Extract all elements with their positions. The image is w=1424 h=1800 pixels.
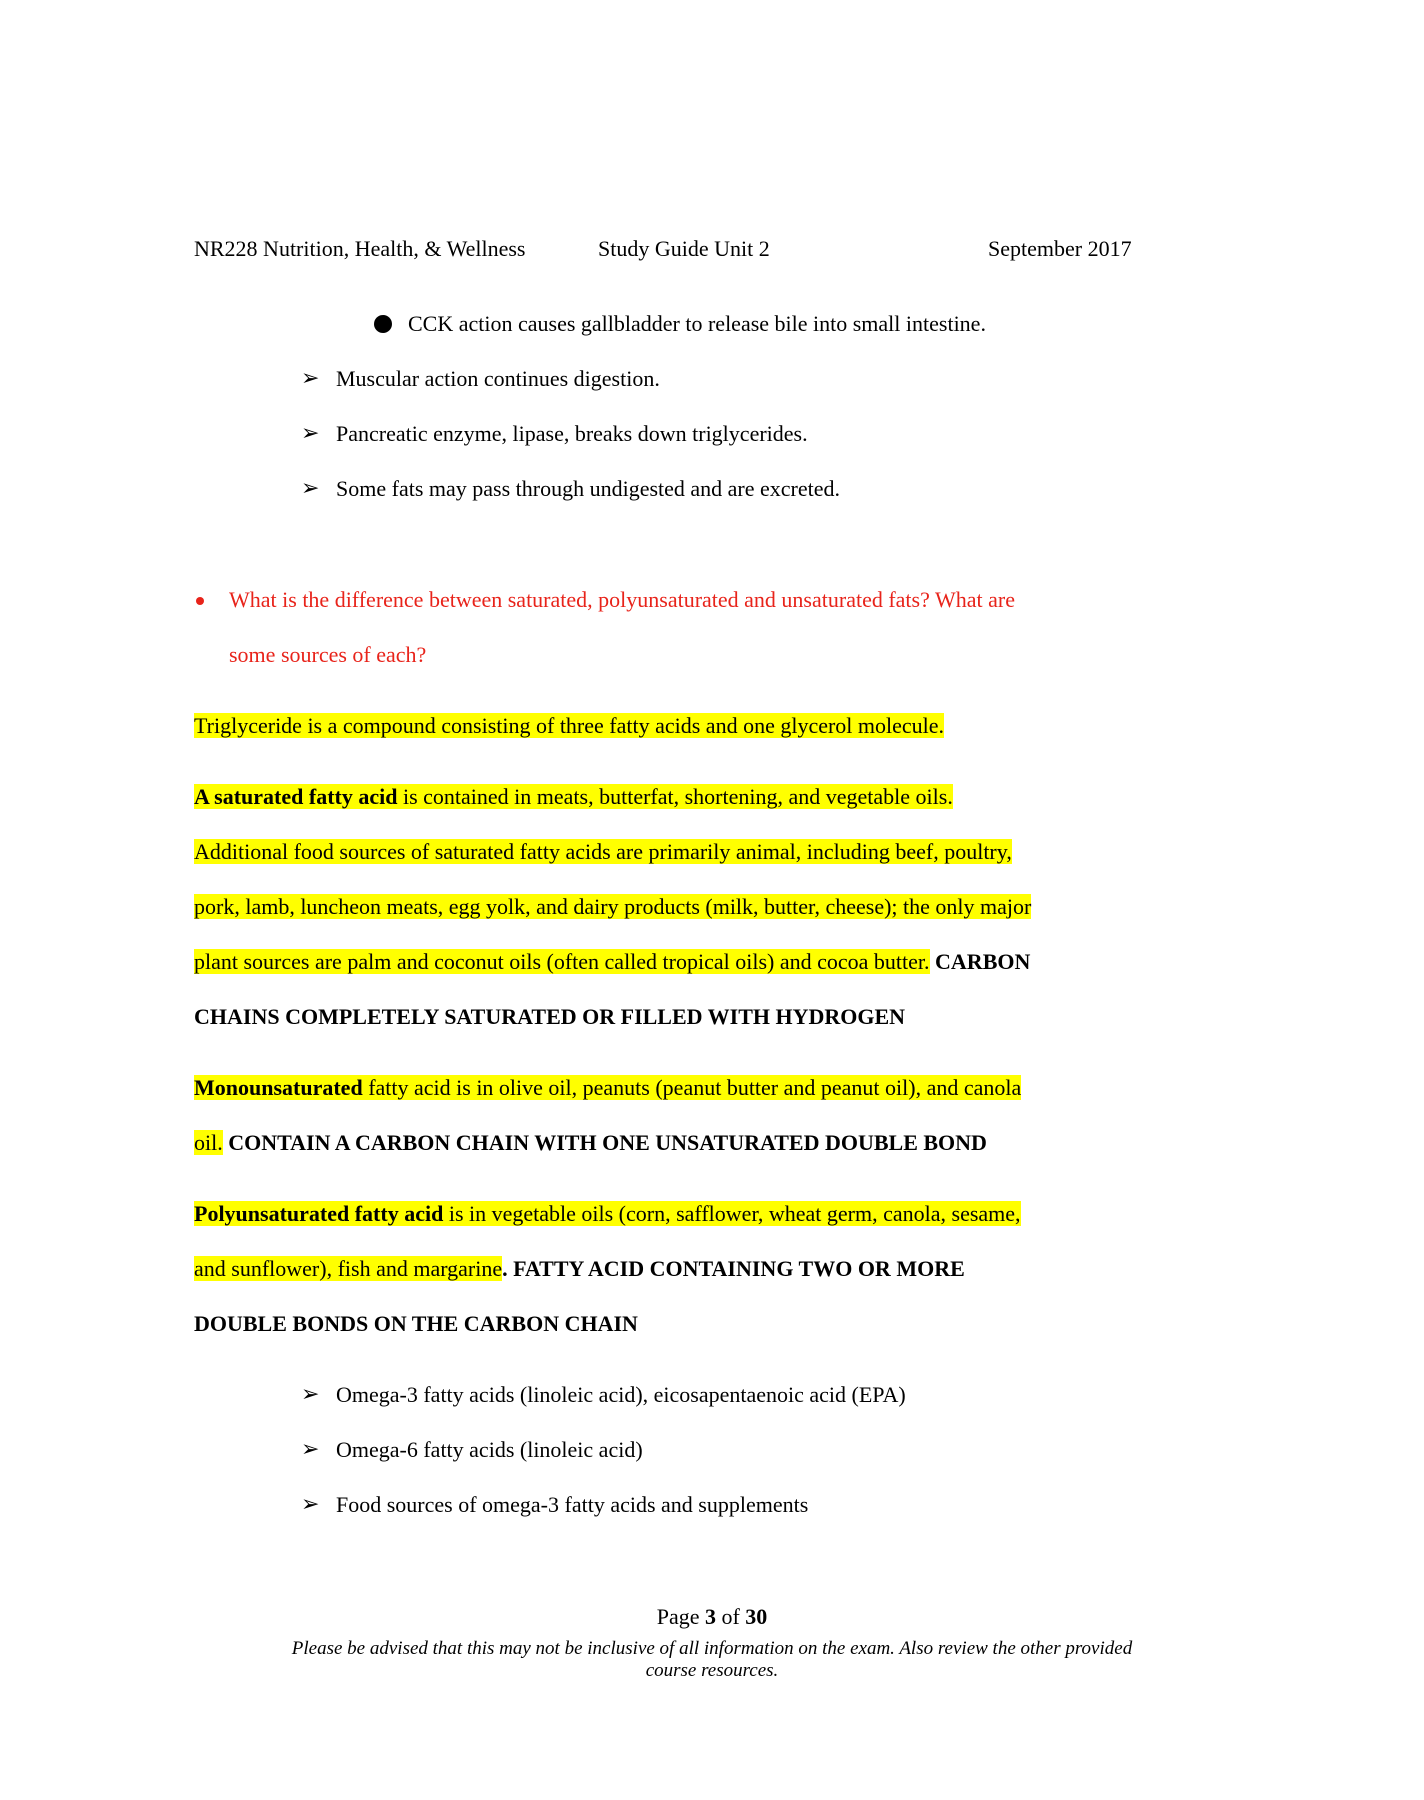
arrow-list-item: Some fats may pass through undigested and are excreted.	[336, 476, 841, 501]
circle-list-item: CCK action causes gallbladder to release bile into small intestine.	[408, 311, 986, 336]
saturated-term: A saturated fatty acid	[194, 784, 398, 809]
disclaimer-line-1: Please be advised that this may not be inclusive of all information on the exam. Also review the other provided	[291, 1638, 1133, 1659]
poly-text: and sunflower), fish and margarine	[194, 1256, 503, 1281]
arrow-bullet-icon: ➢	[301, 1492, 320, 1517]
mono-line-2	[194, 1128, 987, 1158]
mono-text: fatty acid is in olive oil, peanuts (peanut butter and peanut oil), and canola	[362, 1075, 1022, 1100]
disclaimer-line-2: course resources.	[645, 1660, 779, 1681]
question-bullet-icon	[196, 597, 204, 605]
page-number-current: 3	[704, 1604, 716, 1629]
arrow-bullet-icon: ➢	[301, 421, 320, 446]
header-unit: Study Guide Unit 2	[598, 236, 770, 261]
poly-definition: DOUBLE BONDS ON THE CARBON CHAIN	[194, 1311, 638, 1336]
arrow-bullet-icon: ➢	[301, 366, 320, 391]
poly-definition: . FATTY ACID CONTAINING TWO OR MORE	[502, 1256, 965, 1281]
arrow-bullet-icon: ➢	[301, 1382, 320, 1407]
arrow-list-item: Pancreatic enzyme, lipase, breaks down triglycerides.	[336, 421, 808, 446]
arrow-bullet-icon: ➢	[301, 1437, 320, 1462]
page-number-of: of	[715, 1604, 746, 1629]
mono-line-1	[194, 1073, 1021, 1103]
disclaimer-note	[0, 1638, 1424, 1682]
saturated-line-3	[194, 892, 1031, 922]
mono-text: oil.	[194, 1130, 223, 1155]
arrow-list-item: Muscular action continues digestion.	[336, 366, 660, 391]
omega-list-item: Food sources of omega-3 fatty acids and supplements	[336, 1492, 809, 1517]
arrow-bullet-icon: ➢	[301, 476, 320, 501]
mono-term: Monounsaturated	[194, 1075, 363, 1100]
saturated-highlight	[194, 784, 953, 809]
poly-term: Polyunsaturated fatty acid	[194, 1201, 444, 1226]
saturated-definition: CHAINS COMPLETELY SATURATED OR FILLED WITH HYDROGEN	[194, 1004, 906, 1029]
omega-list-item: Omega-3 fatty acids (linoleic acid), eicosapentaenoic acid (EPA)	[336, 1382, 906, 1407]
saturated-line-2	[194, 837, 1012, 867]
page-number-label: Page	[656, 1604, 705, 1629]
saturated-text: plant sources are palm and coconut oils (often called tropical oils) and cocoa butter.	[194, 949, 930, 974]
mono-definition: CONTAIN A CARBON CHAIN WITH ONE UNSATURATED DOUBLE BOND	[222, 1130, 987, 1155]
triglyceride-paragraph	[194, 711, 944, 741]
question-line-1: What is the difference between saturated, polyunsaturated and unsaturated fats? What are	[229, 587, 1015, 612]
saturated-line-5	[194, 1002, 905, 1032]
saturated-line-1	[194, 782, 953, 812]
question-line-2: some sources of each?	[229, 642, 427, 667]
bullet-circle-icon	[374, 315, 392, 333]
saturated-text: is contained in meats, butterfat, shortening, and vegetable oils.	[397, 784, 953, 809]
page-number	[0, 1604, 1424, 1630]
saturated-definition: CARBON	[929, 949, 1031, 974]
header-date: September 2017	[988, 236, 1132, 261]
omega-list-item: Omega-6 fatty acids (linoleic acid)	[336, 1437, 643, 1462]
saturated-text: pork, lamb, luncheon meats, egg yolk, and dairy products (milk, butter, cheese); the only major	[194, 894, 1032, 919]
triglyceride-text: Triglyceride is a compound consisting of three fatty acids and one glycerol molecule.	[194, 713, 945, 738]
poly-text: is in vegetable oils (corn, safflower, wheat germ, canola, sesame,	[443, 1201, 1021, 1226]
header-course: NR228 Nutrition, Health, & Wellness	[194, 236, 526, 261]
saturated-line-4	[194, 947, 1030, 977]
poly-highlight	[194, 1201, 1021, 1226]
page-number-total: 30	[745, 1604, 768, 1629]
poly-line-3	[194, 1309, 638, 1339]
saturated-text: Additional food sources of saturated fatty acids are primarily animal, including beef, poultry,	[194, 839, 1012, 864]
poly-line-2	[194, 1254, 965, 1284]
poly-line-1	[194, 1199, 1021, 1229]
mono-highlight	[194, 1075, 1021, 1100]
